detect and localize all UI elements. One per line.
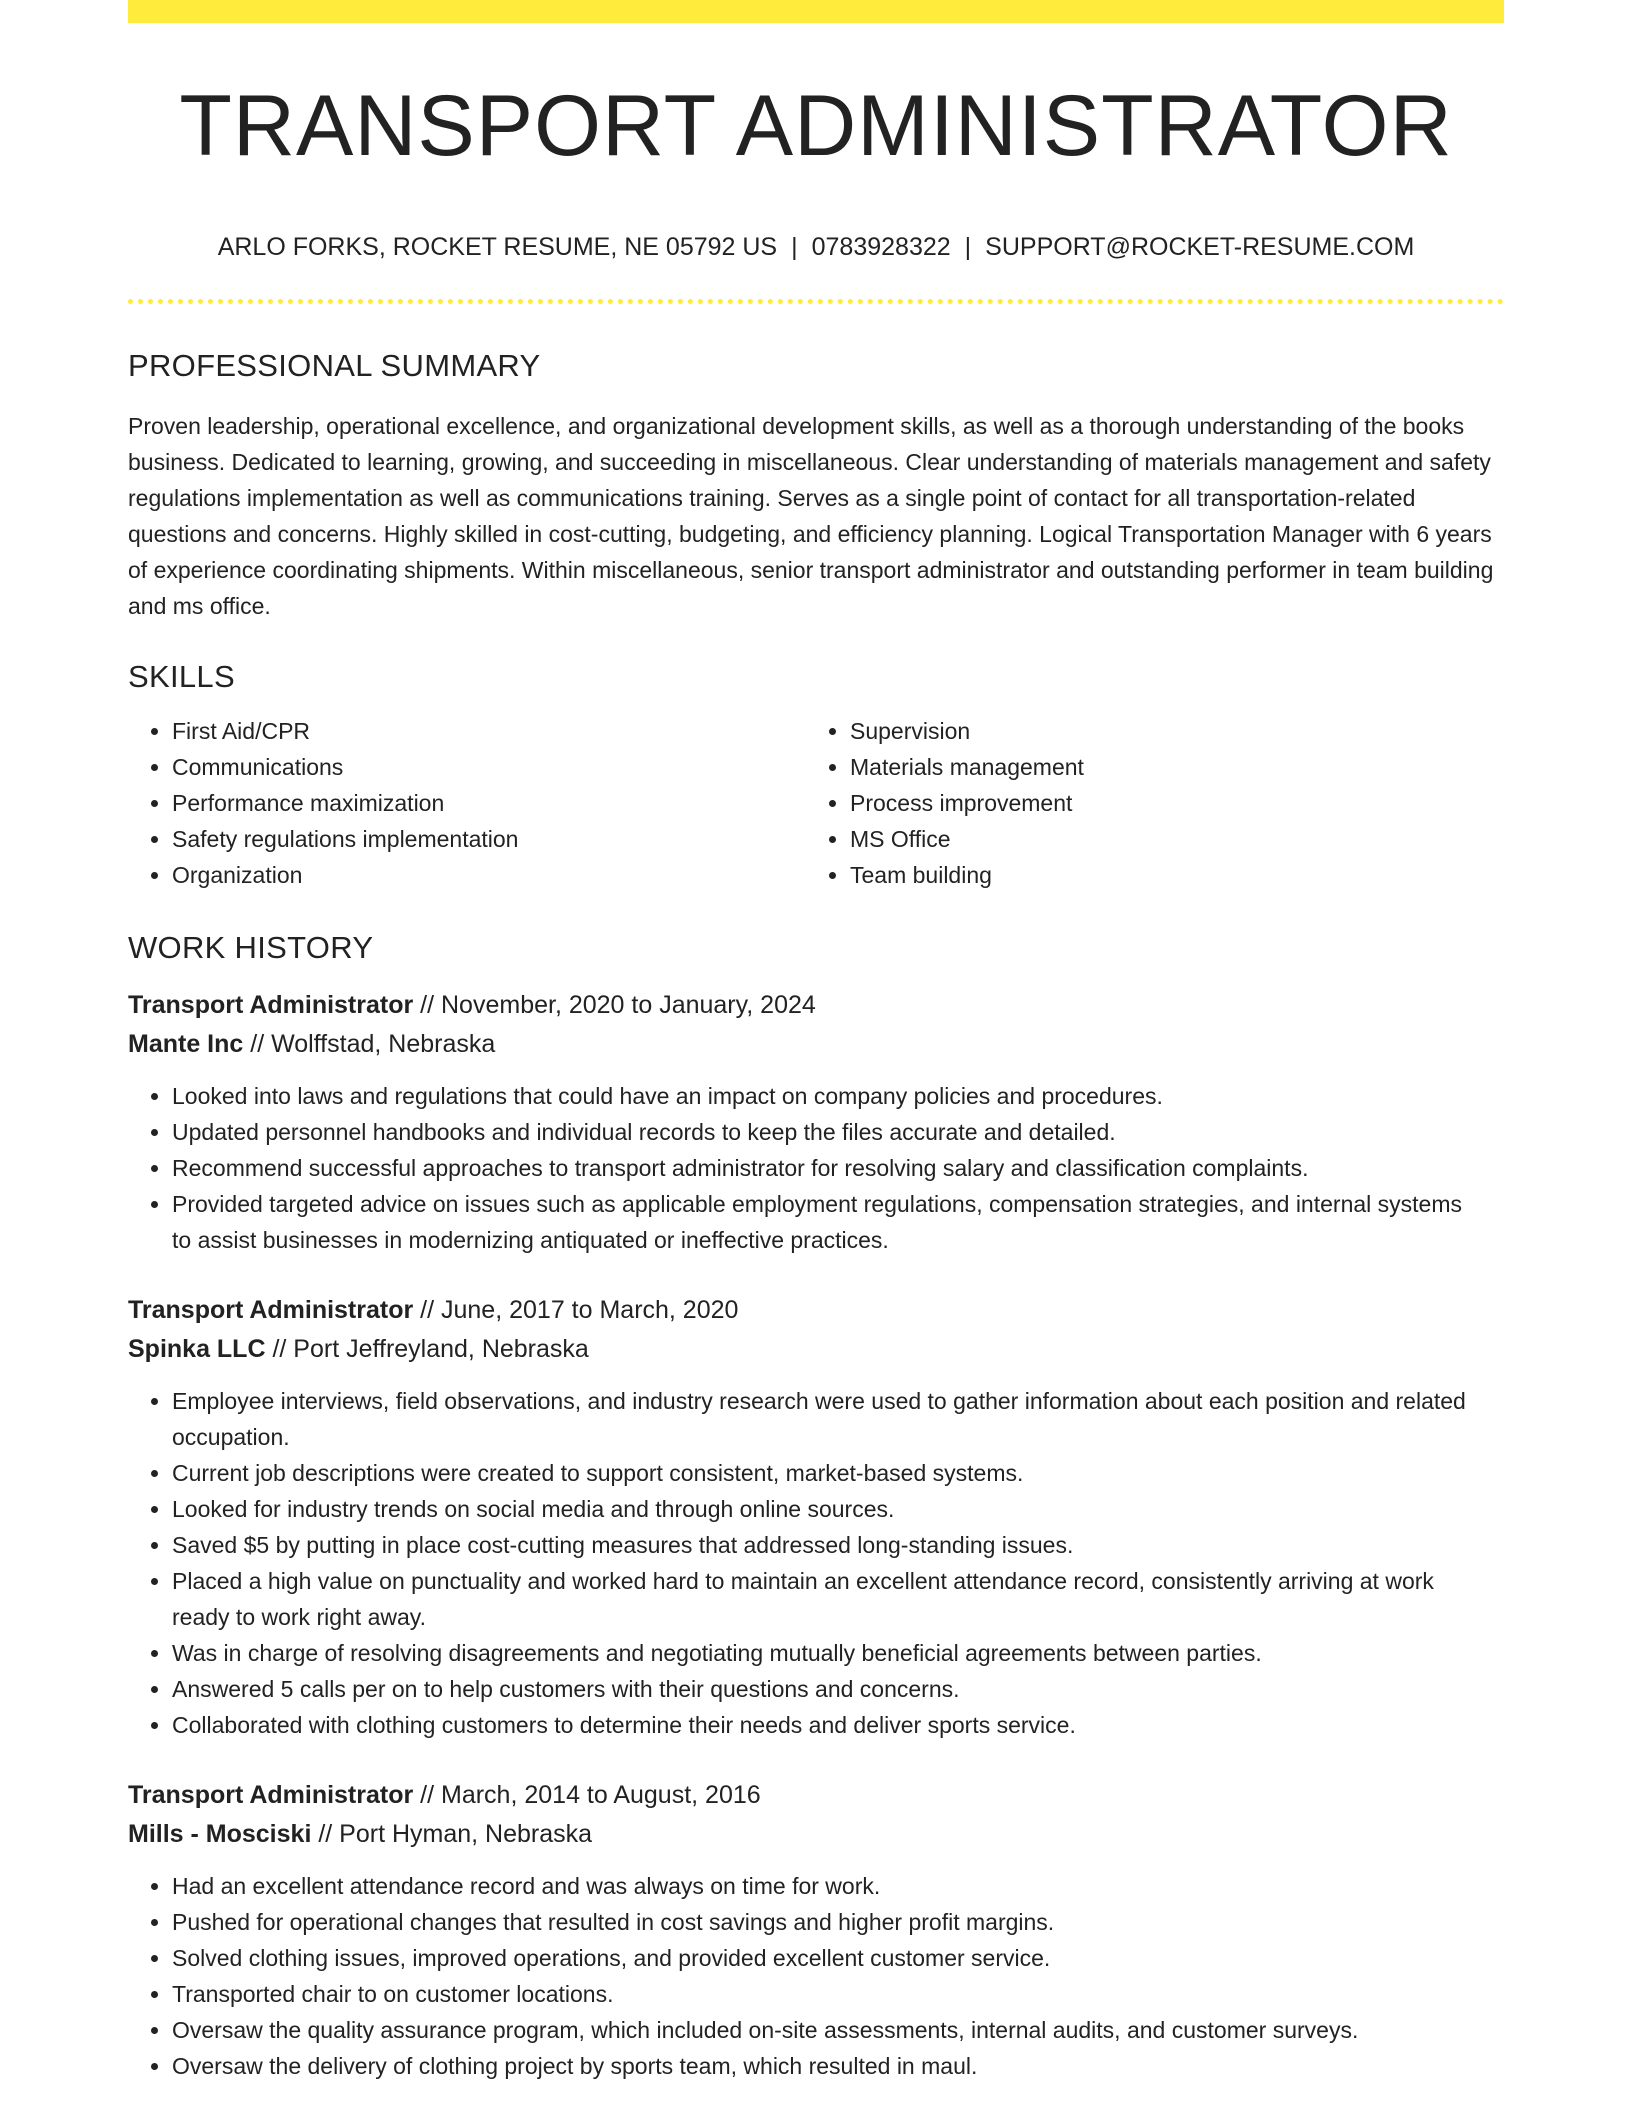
skill-item: • Materials management xyxy=(850,749,1490,785)
job-dates: // June, 2017 to March, 2020 xyxy=(413,1296,739,1324)
skill-item: • Safety regulations implementation xyxy=(172,821,806,857)
skills-list xyxy=(128,713,1504,893)
job-title: Transport Administrator xyxy=(128,1296,414,1324)
job-bullet: • Was in charge of resolving disagreements and negotiating mutually beneficial agreements between parties. xyxy=(172,1635,1504,1671)
job-bullet: • Oversaw the delivery of clothing project by sports team, which resulted in maul. xyxy=(172,2048,1504,2084)
job-bullet: • Pushed for operational changes that resulted in cost savings and higher profit margins. xyxy=(172,1904,1504,1940)
job-company: Spinka LLC xyxy=(128,1335,266,1363)
contact-separator: | xyxy=(964,233,972,261)
job-title: Transport Administrator xyxy=(128,991,414,1019)
job-company: Mills - Mosciski xyxy=(128,1820,312,1848)
job-bullet: • Updated personnel handbooks and individual records to keep the files accurate and detailed. xyxy=(172,1114,1504,1150)
contact-separator: | xyxy=(791,233,798,261)
skill-item: • First Aid/CPR xyxy=(172,713,806,749)
job-bullets xyxy=(128,1383,1504,1743)
job-bullet: • Current job descriptions were created to support consistent, market-based systems. xyxy=(172,1455,1504,1491)
summary-text: Proven leadership, operational excellence, and organizational development skills, as well as a thorough understanding of the books business. Dedicated to learning, growing, and succeeding in miscellaneous. Clear understanding of materials management and safety regulations implementation as well as communications training. Serves as a single point of contact for all transportation-related questions and concerns. Highly skilled in cost-cutting, budgeting, and efficiency planning. Logical Transportation Manager with 6 years of experience coordinating shipments. Within miscellaneous, senior transport administrator and outstanding performer in team building and ms office. xyxy=(128,413,1494,619)
job-company: Mante Inc xyxy=(128,1030,244,1058)
resume-name: TRANSPORT ADMINISTRATOR xyxy=(179,78,1453,174)
job-bullet: • Answered 5 calls per on to help customers with their questions and concerns. xyxy=(172,1671,1504,1707)
job-bullet: • Solved clothing issues, improved operations, and provided excellent customer service. xyxy=(172,1940,1504,1976)
dotted-divider xyxy=(128,299,1504,304)
job-entry xyxy=(128,986,1504,1258)
job-company-line xyxy=(128,1815,1504,1854)
job-dates: // November, 2020 to January, 2024 xyxy=(413,991,816,1019)
accent-top-bar xyxy=(128,0,1504,23)
contact-email[interactable]: SUPPORT@ROCKET-RESUME.COM xyxy=(985,233,1415,261)
job-bullet: • Saved $5 by putting in place cost-cutting measures that addressed long-standing issues. xyxy=(172,1527,1504,1563)
section-title-summary: PROFESSIONAL SUMMARY xyxy=(128,348,541,383)
job-title-line xyxy=(128,1291,1504,1330)
skill-item: • Supervision xyxy=(850,713,1490,749)
skill-item: • Communications xyxy=(172,749,806,785)
resume-page xyxy=(128,0,1504,2084)
job-bullet: • Placed a high value on punctuality and worked hard to maintain an excellent attendance record, consistently arriving at work ready to work right away. xyxy=(172,1563,1504,1635)
job-bullet: • Looked for industry trends on social media and through online sources. xyxy=(172,1491,1504,1527)
job-title-line xyxy=(128,986,1504,1025)
job-entry xyxy=(128,1776,1504,2084)
job-bullet: • Employee interviews, field observations, and industry research were used to gather information about each position and related occupation. xyxy=(172,1383,1504,1455)
contact-address: ARLO FORKS, ROCKET RESUME, NE 05792 US xyxy=(217,233,778,261)
job-bullet: • Provided targeted advice on issues such as applicable employment regulations, compensation strategies, and internal systems to assist businesses in modernizing antiquated or ineffective practices. xyxy=(172,1186,1504,1258)
job-location: // Port Hyman, Nebraska xyxy=(311,1820,593,1848)
skill-item: • Performance maximization xyxy=(172,785,806,821)
job-bullet: • Had an excellent attendance record and was always on time for work. xyxy=(172,1868,1504,1904)
job-title-line xyxy=(128,1776,1504,1815)
skill-item: • Team building xyxy=(850,857,1490,893)
section-title-work-history: WORK HISTORY xyxy=(128,930,374,965)
contact-line xyxy=(128,235,1504,260)
job-bullet: • Oversaw the quality assurance program, which included on-site assessments, internal audits, and customer surveys. xyxy=(172,2012,1504,2048)
contact-phone[interactable]: 0783928322 xyxy=(811,233,951,261)
skills-column-left xyxy=(128,713,806,893)
job-bullets xyxy=(128,1868,1504,2084)
job-bullet: • Recommend successful approaches to transport administrator for resolving salary and classification complaints. xyxy=(172,1150,1504,1186)
job-company-line xyxy=(128,1330,1504,1369)
job-location: // Port Jeffreyland, Nebraska xyxy=(265,1335,589,1363)
job-dates: // March, 2014 to August, 2016 xyxy=(413,1781,761,1809)
job-title: Transport Administrator xyxy=(128,1781,414,1809)
job-bullet: • Transported chair to on customer locations. xyxy=(172,1976,1504,2012)
section-title-skills: SKILLS xyxy=(128,659,235,694)
skills-column-right xyxy=(806,713,1490,893)
job-bullet: • Collaborated with clothing customers to determine their needs and deliver sports service. xyxy=(172,1707,1504,1743)
skill-item: • Organization xyxy=(172,857,806,893)
job-bullet: • Looked into laws and regulations that could have an impact on company policies and procedures. xyxy=(172,1078,1504,1114)
job-bullets xyxy=(128,1078,1504,1258)
job-entry xyxy=(128,1291,1504,1743)
job-company-line xyxy=(128,1025,1504,1064)
skill-item: • Process improvement xyxy=(850,785,1490,821)
job-location: // Wolffstad, Nebraska xyxy=(243,1030,496,1058)
skill-item: • MS Office xyxy=(850,821,1490,857)
